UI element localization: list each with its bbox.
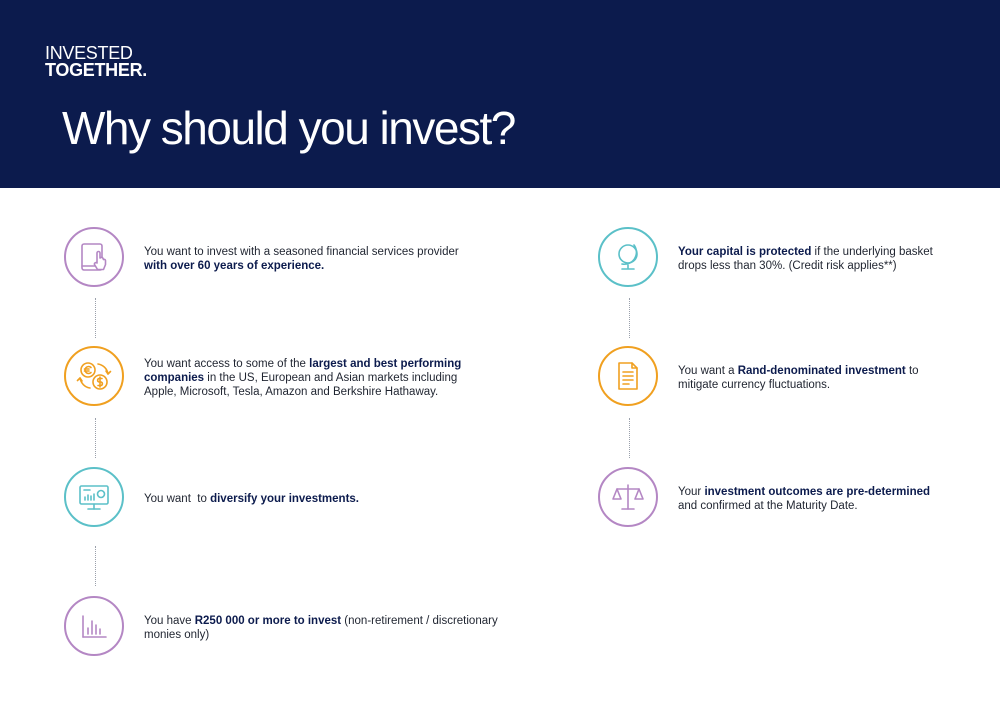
- monitor-chart-icon: [64, 467, 124, 527]
- text-bold: Your capital is protected: [678, 246, 812, 258]
- text-post: if the underlying basket drops less than 30%. (Credit risk applies**): [678, 246, 933, 272]
- text-post: to mitigate currency fluctuations.: [678, 365, 919, 391]
- text-post: (non-retirement / discretionary monies only): [144, 615, 498, 641]
- dotted-connector: [629, 418, 630, 458]
- text-pre: You want to invest with a seasoned financial services provider: [144, 246, 459, 258]
- header-banner: [0, 0, 1000, 188]
- bar-chart-icon: [64, 596, 124, 656]
- text-bold: with over 60 years of experience.: [144, 260, 325, 272]
- feature-text: [144, 467, 489, 531]
- feature-text: [678, 467, 938, 531]
- brand-line1: INVESTED: [45, 43, 133, 63]
- globe-icon: [598, 227, 658, 287]
- dotted-connector: [95, 418, 96, 458]
- document-icon: [598, 346, 658, 406]
- feature-text: [678, 346, 948, 410]
- text-post: in the US, European and Asian markets including Apple, Microsoft, Tesla, Amazon and Berkshire Hathaway.: [144, 372, 458, 398]
- feature-text: [678, 227, 948, 291]
- text-post: and confirmed at the Maturity Date.: [678, 500, 858, 512]
- dotted-connector: [95, 298, 96, 338]
- page-title: Why should you invest?: [62, 102, 515, 154]
- tablet-touch-icon: [64, 227, 124, 287]
- feature-text: [144, 596, 504, 660]
- text-bold: diversify your investments.: [210, 493, 359, 505]
- brand-logo: [45, 45, 147, 79]
- dotted-connector: [95, 546, 96, 586]
- text-bold: largest and best performing companies: [144, 358, 462, 384]
- currency-exchange-icon: [64, 346, 124, 406]
- dotted-connector: [629, 298, 630, 338]
- text-bold: investment outcomes are pre-determined: [704, 486, 931, 498]
- feature-text: [144, 227, 484, 291]
- text-bold: Rand-denominated investment: [737, 365, 906, 377]
- scales-icon: [598, 467, 658, 527]
- feature-text: [144, 346, 489, 410]
- text-bold: R250 000 or more to invest: [194, 615, 342, 627]
- brand-line2: TOGETHER.: [45, 60, 147, 80]
- text-pre: You have: [144, 615, 195, 627]
- text-pre: You want access to some of the: [144, 358, 310, 370]
- text-pre: You want to: [144, 493, 211, 505]
- text-pre: Your: [678, 486, 705, 498]
- text-pre: You want a: [678, 365, 738, 377]
